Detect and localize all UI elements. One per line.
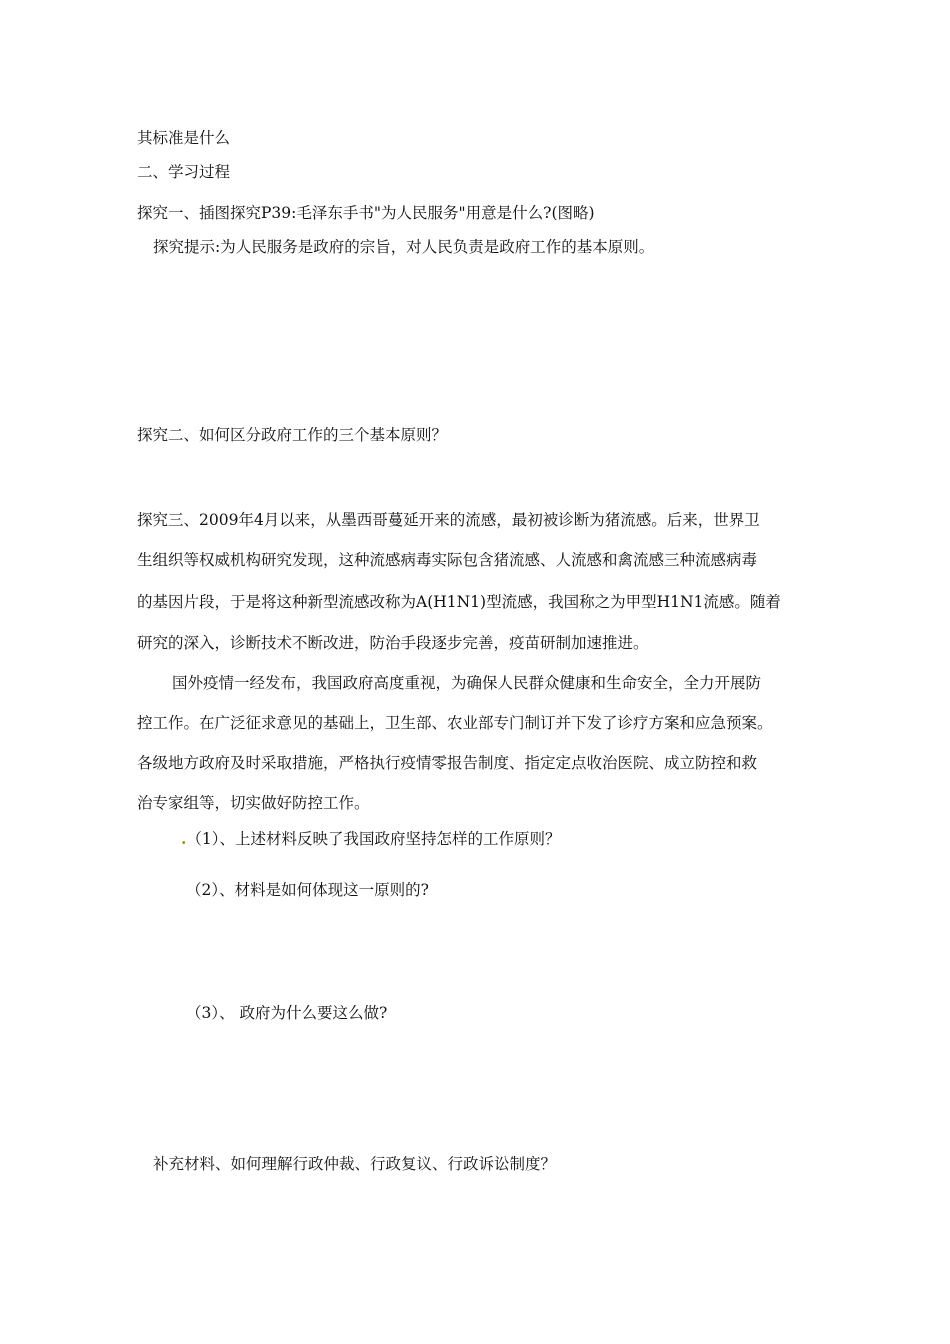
- question-1-text: （1）、上述材料反映了我国政府坚持怎样的工作原则？: [186, 830, 561, 848]
- inquiry-three-line-3: 的基因片段，于是将这种新型流感改称为A(H1N1)型流感，我国称之为甲型H1N1流感。随着: [137, 593, 781, 611]
- inquiry-one-hint: 探究提示:为人民服务是政府的宗旨，对人民负责是政府工作的基本原则。: [153, 238, 655, 256]
- inquiry-three-line-1: 探究三、2009年4月以来，从墨西哥蔓延开来的流感，最初被诊断为猪流感。后来，世界卫: [137, 511, 760, 529]
- inquiry-three-line-2: 生组织等权威机构研究发现，这种流感病毒实际包含猪流感、人流感和禽流感三种流感病毒: [137, 551, 758, 569]
- inquiry-one: 探究一、插图探究P39:毛泽东手书"为人民服务"用意是什么?(图略): [137, 204, 595, 222]
- question-2: （2）、材料是如何体现这一原则的?: [186, 881, 429, 899]
- inquiry-three-line-4: 研究的深入，诊断技术不断改进，防治手段逐步完善，疫苗研制加速推进。: [137, 634, 649, 652]
- section-heading-learning-process: 二、学习过程: [137, 163, 231, 181]
- bullet-dot: .: [181, 829, 187, 848]
- material-paragraph-line-3: 各级地方政府及时采取措施，严格执行疫情零报告制度、指定定点收治医院、成立防控和救: [137, 754, 758, 772]
- text-line-standard: 其标准是什么: [137, 129, 231, 147]
- material-paragraph-line-2: 控工作。在广泛征求意见的基础上，卫生部、农业部专门制订并下发了诊疗方案和应急预案。: [137, 714, 773, 732]
- inquiry-two: 探究二、如何区分政府工作的三个基本原则？: [137, 426, 448, 444]
- material-paragraph-line-1: 国外疫情一经发布，我国政府高度重视，为确保人民群众健康和生命安全，全力开展防: [172, 674, 762, 692]
- supplementary-material: 补充材料、如何理解行政仲裁、行政复议、行政诉讼制度？: [153, 1155, 557, 1173]
- question-3: （3）、 政府为什么要这么做?: [186, 1004, 388, 1022]
- question-1: [181, 829, 561, 849]
- material-paragraph-line-4: 治专家组等，切实做好防控工作。: [137, 794, 370, 812]
